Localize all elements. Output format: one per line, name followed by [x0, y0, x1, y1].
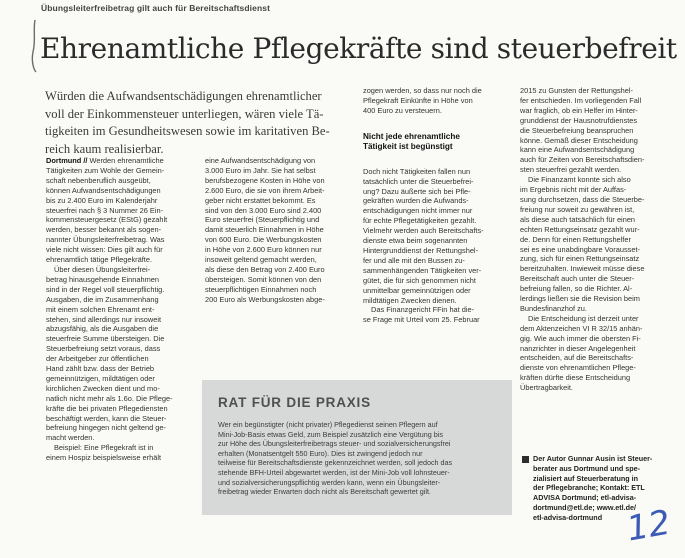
box-body — [218, 420, 508, 497]
text-line: 2.600 Euro, die sie von ihrem Arbeit- — [205, 185, 325, 195]
text-line: berufsbezogene Kosten in Höhe von — [205, 175, 325, 185]
teaser-line: Würden die Aufwandsentschädigungen ehrenamtlicher — [45, 89, 322, 103]
text-line: Mini-Job-Basis etwas Geld, zum Beispiel zusätzlich eine Vergütung bis — [218, 429, 443, 439]
text-line: gütet, die für sich genommen nicht — [363, 275, 476, 285]
text-line: dienste von ehrenamtlichen Pflege- — [520, 363, 636, 373]
dateline: Dortmund // — [46, 156, 88, 165]
text-line: natlich nicht mehr als 1.6o. Die Pflege- — [46, 393, 173, 403]
text-line: Bundesfinanzhof zu. — [520, 303, 587, 313]
text-line: kräften dürfte diese Entscheidung — [520, 373, 631, 383]
text-line: unmittelbar gemeinnützigen oder — [363, 285, 471, 295]
text-line: etl-advisa-dortmund — [533, 512, 603, 522]
text-line: lerdings ließen sie die Revision beim — [520, 294, 640, 304]
teaser — [45, 88, 353, 158]
text-line: können Aufwandsentschädigungen — [46, 185, 161, 195]
text-line: werden, besser bekannt als sogen- — [46, 225, 162, 235]
text-line: Dortmund // Werden ehrenamtliche — [46, 156, 164, 165]
text-line: Beispiel: Eine Pflegekraft ist in — [54, 443, 154, 453]
text-line: Euro steuerfrei (Steuerpflichtig und — [205, 215, 320, 225]
text-line: zung, sich für einen Rettungseinsatz — [520, 254, 640, 264]
text-line: teilweise für Bereitschaftsdienste gekennzeichnet werden, soll jedoch das — [218, 458, 453, 468]
text-line: freiung nur soweit zu gewähren ist, — [520, 204, 635, 214]
text-line: Hand zählt bzw. dass der Betrieb — [46, 364, 155, 374]
text-line: zogen werden, so dass nur noch die — [363, 86, 482, 95]
text-line: dienste etwa beim sogenannten — [363, 236, 468, 246]
column-3 — [363, 86, 508, 325]
text-line: der Pflegebranche; Kontakt: ETL — [533, 483, 645, 493]
text-line: entscheiden, auf die Bereitschafts- — [520, 353, 634, 363]
text-line: damit steuerlich Einnahmen in Höhe — [205, 225, 324, 235]
text-line: 200 Euro als Werbungskosten abge- — [205, 294, 325, 304]
text-line: viele nicht wissen: Dies gilt auch für — [46, 245, 163, 255]
column-4 — [520, 86, 680, 393]
text-line: gig. Wie auch immer die obersten Fi- — [520, 333, 641, 343]
text-line: de. Denn für einen Rettungshelfer — [520, 234, 631, 244]
text-line: ung? Dazu äußerte sich bei Pfle- — [363, 186, 471, 196]
text-line: Hintergrunddienst der Rettungshel- — [363, 245, 479, 255]
text-line: könne. Gemäß dieser Entscheidung — [520, 135, 638, 145]
text-line: von 600 Euro. Die Werbungskosten — [205, 235, 322, 245]
text-line: se Frage mit Urteil vom 25. Februar — [363, 315, 480, 325]
text-line: kommensteuergesetz (EStG) gezahlt — [46, 215, 168, 225]
text-line: Bereitschaft auch unter die Steuer- — [520, 274, 635, 284]
teaser-line: reich kaum realisierbar. — [45, 141, 164, 156]
text-line: stehende BFH-Urteil abgewartet werden, ist der Mini-Job voll lohnsteuer- — [218, 467, 450, 477]
text-line: macht werden. — [46, 433, 95, 443]
text-line: einem Hospiz beispielsweise erhält — [46, 453, 162, 463]
text-line: Doch nicht Tätigkeiten fallen nun — [363, 166, 471, 176]
text-line: bis zu 2.400 Euro im Kalenderjahr — [46, 195, 158, 205]
text-line: für echte Pflegetätigkeiten gezahlt. — [363, 216, 477, 226]
text-line: als diese den Betrag von 2.400 Euro — [205, 264, 325, 274]
text-line: Die Entscheidung ist derzeit unter — [528, 313, 639, 323]
text-line: nanzrichter in dieser Angelegenheit — [520, 343, 636, 353]
text-line: steuerfreie Summe übersteigen. Die — [46, 334, 165, 344]
text-line: Das Finanzgericht FFin hat die- — [371, 305, 475, 315]
text-line: stehen, sind allerdings nur insoweit — [46, 314, 162, 324]
text-line: sind in der Regel voll steuerpflichtig. — [46, 284, 165, 294]
text-line: bereitzuhalten. Inwieweit müsse diese — [520, 264, 645, 274]
text-line: betrag hinausgehende Einnahmen — [46, 274, 160, 284]
text-line: 3.000 Euro im Jahr. Sie hat selbst — [205, 165, 316, 175]
text-line: Ausgaben, die im Zusammenhang — [46, 294, 159, 304]
text-line: Tätigkeiten zum Wohle der Gemein- — [46, 165, 165, 175]
text-line: geber nicht erstattet bekommt. Es — [205, 195, 316, 205]
text-line: sei es eine unabdingbare Vorausset- — [520, 244, 640, 254]
text-line: steuerfrei nach § 3 Nummer 26 Ein- — [46, 205, 164, 215]
text-line: sind von den 3.000 Euro sind 2.400 — [205, 205, 322, 215]
text-line: erhalten (Monatsentgelt 550 Euro). Dies ist zwingend jedoch nur — [218, 448, 423, 458]
text-line: Der Autor Gunnar Ausin ist Steuer- — [533, 454, 653, 463]
text-line: zur Höhe des Übungsleiterfreibetrags steuer- und sozialversicherungsfrei — [218, 439, 451, 449]
text-line: übersteigen. Somit können von den — [205, 274, 322, 284]
teaser-line: tigkeiten im Gesundheitswesen sowie im karitativen Be- — [45, 124, 330, 139]
text-line: beschäftigt werden, kann die Steuer- — [46, 413, 167, 423]
text-line: steuerpflichtigen Einnahmen noch — [205, 284, 317, 294]
text-line: zialisiert auf Steuerberatung in — [533, 473, 639, 483]
text-line: mildtätigen Zwecken dienen. — [363, 295, 457, 305]
text-line: schaft nebenberuflich ausgeübt, — [46, 175, 151, 185]
practice-tip-box — [202, 380, 512, 515]
text-line: Steuerbefreiung setzt voraus, dass — [46, 344, 161, 354]
kicker: Übungsleiterfreibetrag gilt auch für Bereitschaftsdienst — [41, 3, 271, 13]
text-line: sung durchsetzen, dass die Steuerbe- — [520, 194, 645, 204]
text-line: 2015 zu Gunsten der Rettungshel- — [520, 86, 633, 95]
text-line: sammenhängenden Tätigkeiten ver- — [363, 265, 482, 275]
text-line: Die Finanzamt konnte sich also — [528, 175, 631, 185]
text-line: echten Rettungseinsatz gezahlt wur- — [520, 224, 640, 234]
text-line: dortmund@etl.de; www.etl.de/ — [533, 502, 636, 512]
text-line: eine Aufwandsentschädigung von — [205, 156, 316, 165]
text-line: sten steuerfrei gezahlt werden. — [520, 165, 622, 175]
teaser-line: voll der Einkommensteuer unterliegen, wären viele Tä- — [45, 106, 324, 121]
text-line: 400 Euro zu versteuern. — [363, 105, 442, 115]
text-line: berater aus Dortmund und spe- — [533, 463, 641, 473]
text-line: dem Aktenzeichen VI R 32/15 anhän- — [520, 323, 643, 333]
box-title: RAT FÜR DIE PRAXIS — [218, 395, 371, 410]
handwritten-page-number: 12 — [623, 502, 674, 550]
text-line: war fraglich, ob ein Helfer im Hinter- — [520, 105, 638, 115]
text-line: der Arbeitgeber zur öffentlichen — [46, 354, 149, 364]
text-line: gekräften wurden die Aufwands- — [363, 196, 469, 206]
text-line: im Ergebnis nicht mit der Auffas- — [520, 185, 627, 195]
text-line: grunddienst der Hausnotrufdienstes — [520, 115, 638, 125]
text-line: Wer ein begünstigter (nicht privater) Pflegedienst seinen Pflegern auf — [218, 420, 438, 429]
text-line: ADVISA Dortmund; etl-advisa- — [533, 493, 637, 503]
text-line: Übertragbarkeit. — [520, 383, 573, 393]
text-line: Über diesen Übungsleiterfrei- — [54, 264, 151, 274]
text-line: tatsächlich unter die Steuerbefrei- — [363, 176, 474, 186]
text-line: und sozialversicherungspflichtig werden kann, wenn ein Übungsleiter- — [218, 477, 441, 487]
text-line: die Steuerbefreiung beanspruchen — [520, 125, 634, 135]
text-line: befreiung fallen, so die Richter. Al- — [520, 284, 633, 294]
subhead-line: Tätigkeit ist begünstigt — [363, 142, 453, 152]
headline: Ehrenamtliche Pflegekräfte sind steuerbefreit — [40, 32, 677, 65]
text-line: Pflegekraft Einkünfte in Höhe von — [363, 95, 473, 105]
column-2 — [205, 156, 353, 305]
text-line: fer entschieden. Im vorliegenden Fall — [520, 95, 642, 105]
text-line: insoweit geltend gemacht werden, — [205, 255, 317, 265]
text-line: Vielmehr werden auch Bereitschafts- — [363, 226, 484, 236]
text-line: ehrenamtlich tätige Pflegekräfte. — [46, 255, 152, 265]
text-line: nannter Übungsleiterfreibetrag. Was — [46, 235, 165, 245]
text-line: gemeinnützigen, mildtätigen oder — [46, 373, 155, 383]
text-line: mit einem solchen Ehrenamt ent- — [46, 304, 155, 314]
text-line: entschädigungen nicht immer nur — [363, 206, 473, 216]
subhead-line: Nicht jede ehrenamtliche — [363, 131, 460, 141]
text-line: als diese auch tatsächlich für einen — [520, 214, 636, 224]
text-line: abzugsfähig, als die Ausgaben die — [46, 324, 159, 334]
text-line: freibetrag wieder Erwarten doch nicht als Bereitschaft gewertet gilt. — [218, 487, 431, 497]
subhead — [363, 132, 508, 153]
text-line: befreiung hingegen nicht geltend ge- — [46, 423, 166, 433]
text-line: auch für Zeiten von Bereitschaftsdien- — [520, 155, 645, 165]
text-line: kann eine Aufwandsentschädigung — [520, 145, 635, 155]
column-1 — [46, 156, 196, 463]
text-line: kräfte die bei privaten Pflegediensten — [46, 403, 168, 413]
text-line: kirchlichen Zwecken dient und mo- — [46, 383, 160, 393]
text-line: in Höhe von 2.600 Euro können nur — [205, 245, 322, 255]
text-line: fer und alle mit den Bussen zu- — [363, 255, 465, 265]
